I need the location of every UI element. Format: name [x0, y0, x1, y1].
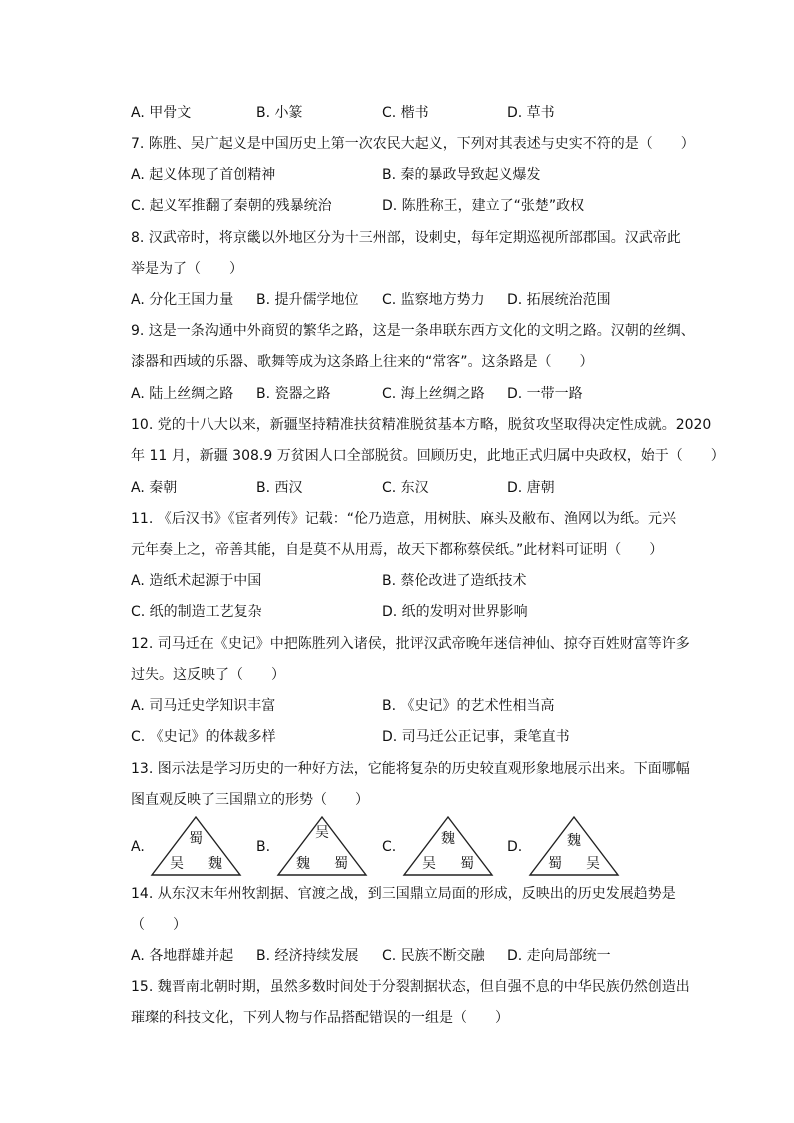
question-10-stem-cont: 年 11 月，新疆 308.9 万贫困人口全部脱贫。回顾历史，此地正式归属中央政权，始于（ ） — [131, 448, 725, 464]
option-b[interactable]: B. 小篆 — [256, 105, 303, 121]
question-14-stem-cont: （ ） — [131, 917, 187, 933]
question-12-stem-cont: 过失。这反映了（ ） — [131, 667, 285, 683]
question-11-stem-cont: 元年奏上之，帝善其能，自是莫不从用焉，故天下都称蔡侯纸。”此材料可证明（ ） — [131, 542, 664, 558]
option-d[interactable]: D. 草书 — [507, 105, 555, 121]
triangle-left-label: 蜀 — [548, 856, 562, 872]
question-13-stem-cont: 图直观反映了三国鼎立的形势（ ） — [131, 792, 369, 808]
option-b[interactable]: B. 《史记》的艺术性相当高 — [382, 698, 555, 714]
question-14-stem: 14. 从东汉末年州牧割据、官渡之战，到三国鼎立局面的形成，反映出的历史发展趋势是 — [131, 886, 676, 902]
triangle-diagram — [276, 815, 368, 881]
option-c[interactable]: C. 东汉 — [382, 480, 429, 496]
option-b[interactable]: B. 蔡伦改进了造纸技术 — [382, 573, 527, 589]
triangle-right-label: 吴 — [586, 856, 600, 872]
option-b[interactable]: B. 提升儒学地位 — [256, 292, 359, 308]
option-label: D. — [507, 839, 523, 855]
option-d[interactable]: D. 走向局部统一 — [507, 948, 611, 964]
option-label: B. — [256, 839, 271, 855]
option-d[interactable]: D. 陈胜称王，建立了“张楚”政权 — [382, 198, 585, 214]
option-c[interactable]: C. 《史记》的体裁多样 — [131, 729, 276, 745]
question-8-stem-cont: 举是为了（ ） — [131, 261, 243, 277]
option-c[interactable]: C. 民族不断交融 — [382, 948, 485, 964]
triangle-diagram — [528, 815, 620, 881]
option-label: A. — [131, 839, 145, 855]
triangle-diagram — [402, 815, 494, 881]
triangle-left-label: 魏 — [296, 856, 310, 872]
question-12-stem: 12. 司马迁在《史记》中把陈胜列入诸侯，批评汉武帝晚年迷信神仙、掠夺百姓财富等许多 — [131, 636, 690, 652]
option-d[interactable]: D. 司马迁公正记事，秉笔直书 — [382, 729, 570, 745]
option-b[interactable]: B. 经济持续发展 — [256, 948, 359, 964]
option-c[interactable]: C. 纸的制造工艺复杂 — [131, 604, 262, 620]
triangle-top-label: 吴 — [315, 825, 329, 841]
option-a[interactable]: A. 秦朝 — [131, 480, 178, 496]
triangle-top-label: 魏 — [441, 831, 455, 847]
option-a[interactable]: A. 分化王国力量 — [131, 292, 234, 308]
option-a[interactable]: A. 各地群雄并起 — [131, 948, 234, 964]
triangle-right-label: 魏 — [208, 856, 222, 872]
triangle-right-label: 蜀 — [334, 856, 348, 872]
option-d[interactable]: D. 拓展统治范围 — [507, 292, 611, 308]
option-c[interactable]: C. 海上丝绸之路 — [382, 386, 485, 402]
question-9-stem-cont: 漆器和西域的乐器、歌舞等成为这条路上往来的“常客”。这条路是（ ） — [131, 354, 594, 370]
option-a[interactable]: A. 陆上丝绸之路 — [131, 386, 234, 402]
triangle-left-label: 吴 — [422, 856, 436, 872]
option-d[interactable]: D. 一带一路 — [507, 386, 583, 402]
question-9-stem: 9. 这是一条沟通中外商贸的繁华之路，这是一条串联东西方文化的文明之路。汉朝的丝绸、 — [131, 323, 695, 339]
option-d[interactable]: D. 唐朝 — [507, 480, 555, 496]
option-b[interactable]: B. 秦的暴政导致起义爆发 — [382, 167, 541, 183]
triangle-left-label: 吴 — [170, 856, 184, 872]
question-13-stem: 13. 图示法是学习历史的一种好方法，它能将复杂的历史较直观形象地展示出来。下面哪幅 — [131, 761, 690, 777]
triangle-diagram — [150, 815, 242, 881]
option-c[interactable]: C. 起义军推翻了秦朝的残暴统治 — [131, 198, 332, 214]
option-c[interactable]: C. 楷书 — [382, 105, 429, 121]
question-10-stem: 10. 党的十八大以来，新疆坚持精准扶贫精准脱贫基本方略，脱贫攻坚取得决定性成就。2020 — [131, 417, 712, 433]
option-label: C. — [382, 839, 397, 855]
triangle-top-label: 蜀 — [189, 831, 203, 847]
question-7-stem: 7. 陈胜、吴广起义是中国历史上第一次农民大起义，下列对其表述与史实不符的是（ ） — [131, 136, 695, 152]
option-a[interactable]: A. 起义体现了首创精神 — [131, 167, 276, 183]
triangle-right-label: 蜀 — [460, 856, 474, 872]
question-11-stem: 11. 《后汉书》《宦者列传》记载：“伦乃造意，用树肤、麻头及敝布、渔网以为纸。元兴 — [131, 511, 676, 527]
option-a[interactable]: A. 甲骨文 — [131, 105, 192, 121]
question-15-stem: 15. 魏晋南北朝时期，虽然多数时间处于分裂割据状态，但自强不息的中华民族仍然创造出 — [131, 979, 690, 995]
triangle-top-label: 魏 — [567, 833, 581, 849]
option-a[interactable]: A. 司马迁史学知识丰富 — [131, 698, 276, 714]
option-d[interactable]: D. 纸的发明对世界影响 — [382, 604, 528, 620]
option-b[interactable]: B. 瓷器之路 — [256, 386, 331, 402]
question-8-stem: 8. 汉武帝时，将京畿以外地区分为十三州部，设刺史，每年定期巡视所部郡国。汉武帝此 — [131, 230, 681, 246]
option-a[interactable]: A. 造纸术起源于中国 — [131, 573, 262, 589]
question-15-stem-cont: 璀璨的科技文化，下列人物与作品搭配错误的一组是（ ） — [131, 1010, 509, 1026]
option-b[interactable]: B. 西汉 — [256, 480, 303, 496]
option-c[interactable]: C. 监察地方势力 — [382, 292, 485, 308]
